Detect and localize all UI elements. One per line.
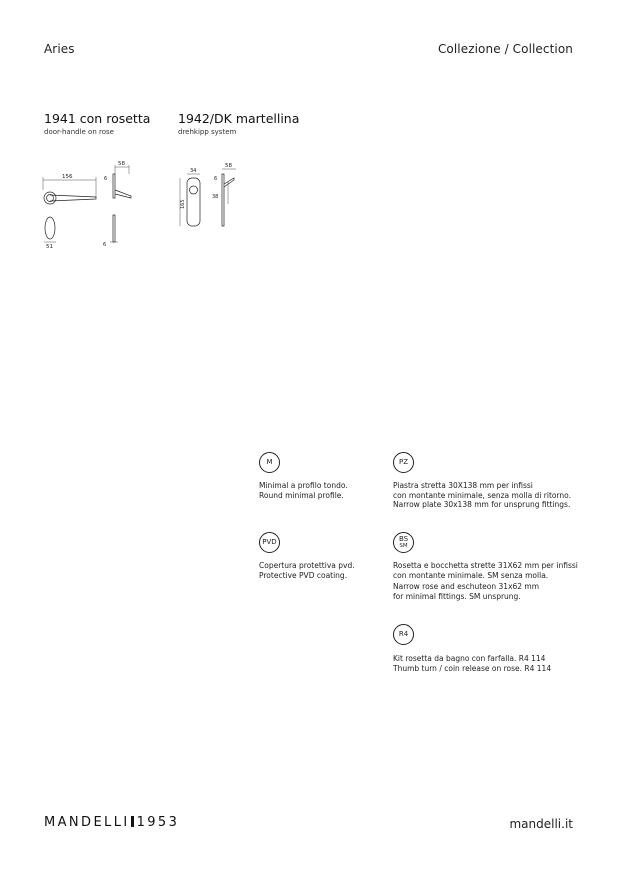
feature-line: Kit rosetta da bagno con farfalla. R4 114 <box>393 654 546 663</box>
product-1942-title: 1942/DK martellina <box>178 111 300 126</box>
collection-label: Collezione / Collection <box>437 42 573 56</box>
product-1941-title: 1941 con rosetta <box>44 111 151 126</box>
feature-minimal-text <box>259 481 348 500</box>
badge-minimal: M <box>259 452 280 473</box>
feature-pz-text <box>393 481 571 510</box>
dim-165: 165 <box>180 199 186 209</box>
feature-line: Copertura protettiva pvd. <box>259 561 355 570</box>
feature-line: con montante minimale. SM senza molla. <box>393 570 549 580</box>
feature-line: Rosetta e bocchetta strette 31X62 mm per infissi <box>393 561 578 570</box>
badge-pvd: PVD <box>259 532 280 553</box>
dim-51: 51 <box>46 244 53 250</box>
feature-r4-text <box>393 654 551 673</box>
feature-line: Narrow plate 30x138 mm for unsprung fittings. <box>393 500 571 509</box>
feature-line: Protective PVD coating. <box>259 570 348 580</box>
badge-pz: PZ <box>393 452 414 473</box>
dim-38: 38 <box>212 194 219 200</box>
drawing-1941 <box>38 160 138 250</box>
feature-line: Minimal a profilo tondo. <box>259 481 348 490</box>
feature-line: Round minimal profile. <box>259 490 344 500</box>
feature-line: Thumb turn / coin release on rose. R4 114 <box>393 663 552 673</box>
feature-line: con montante minimale, senza molla di ritorno. <box>393 490 572 500</box>
dim-6-b: 6 <box>103 242 107 248</box>
dim-58-b: 58 <box>225 163 232 169</box>
feature-bs-sm-text <box>393 561 578 601</box>
dim-6-a: 6 <box>104 176 108 182</box>
dim-156: 156 <box>62 174 73 180</box>
feature-line: Narrow rose and eschuteon 31x62 mm <box>393 582 540 591</box>
feature-pvd-text <box>259 561 355 580</box>
brand-logo-year: 1953 <box>136 815 180 830</box>
drawing-1942 <box>172 160 252 235</box>
feature-line: Piastra stretta 30X138 mm per infissi <box>393 481 533 490</box>
feature-line: for minimal fittings. SM unsprung. <box>393 591 521 601</box>
dim-34: 34 <box>190 168 197 174</box>
badge-bs-sm: BS SM <box>393 532 414 553</box>
brand-logo-left: MANDELLI <box>44 815 130 830</box>
website-link[interactable]: mandelli.it <box>509 817 573 831</box>
badge-r4: R4 <box>393 624 414 645</box>
brand-logo-bar <box>131 816 134 827</box>
brand-logo <box>44 815 179 830</box>
dim-58-a: 58 <box>118 161 125 167</box>
product-1942-subtitle: drehkipp system <box>178 128 237 136</box>
product-1941-subtitle: door-handle on rose <box>44 128 114 136</box>
collection-name: Aries <box>44 42 75 56</box>
dim-6-c: 6 <box>214 176 218 182</box>
